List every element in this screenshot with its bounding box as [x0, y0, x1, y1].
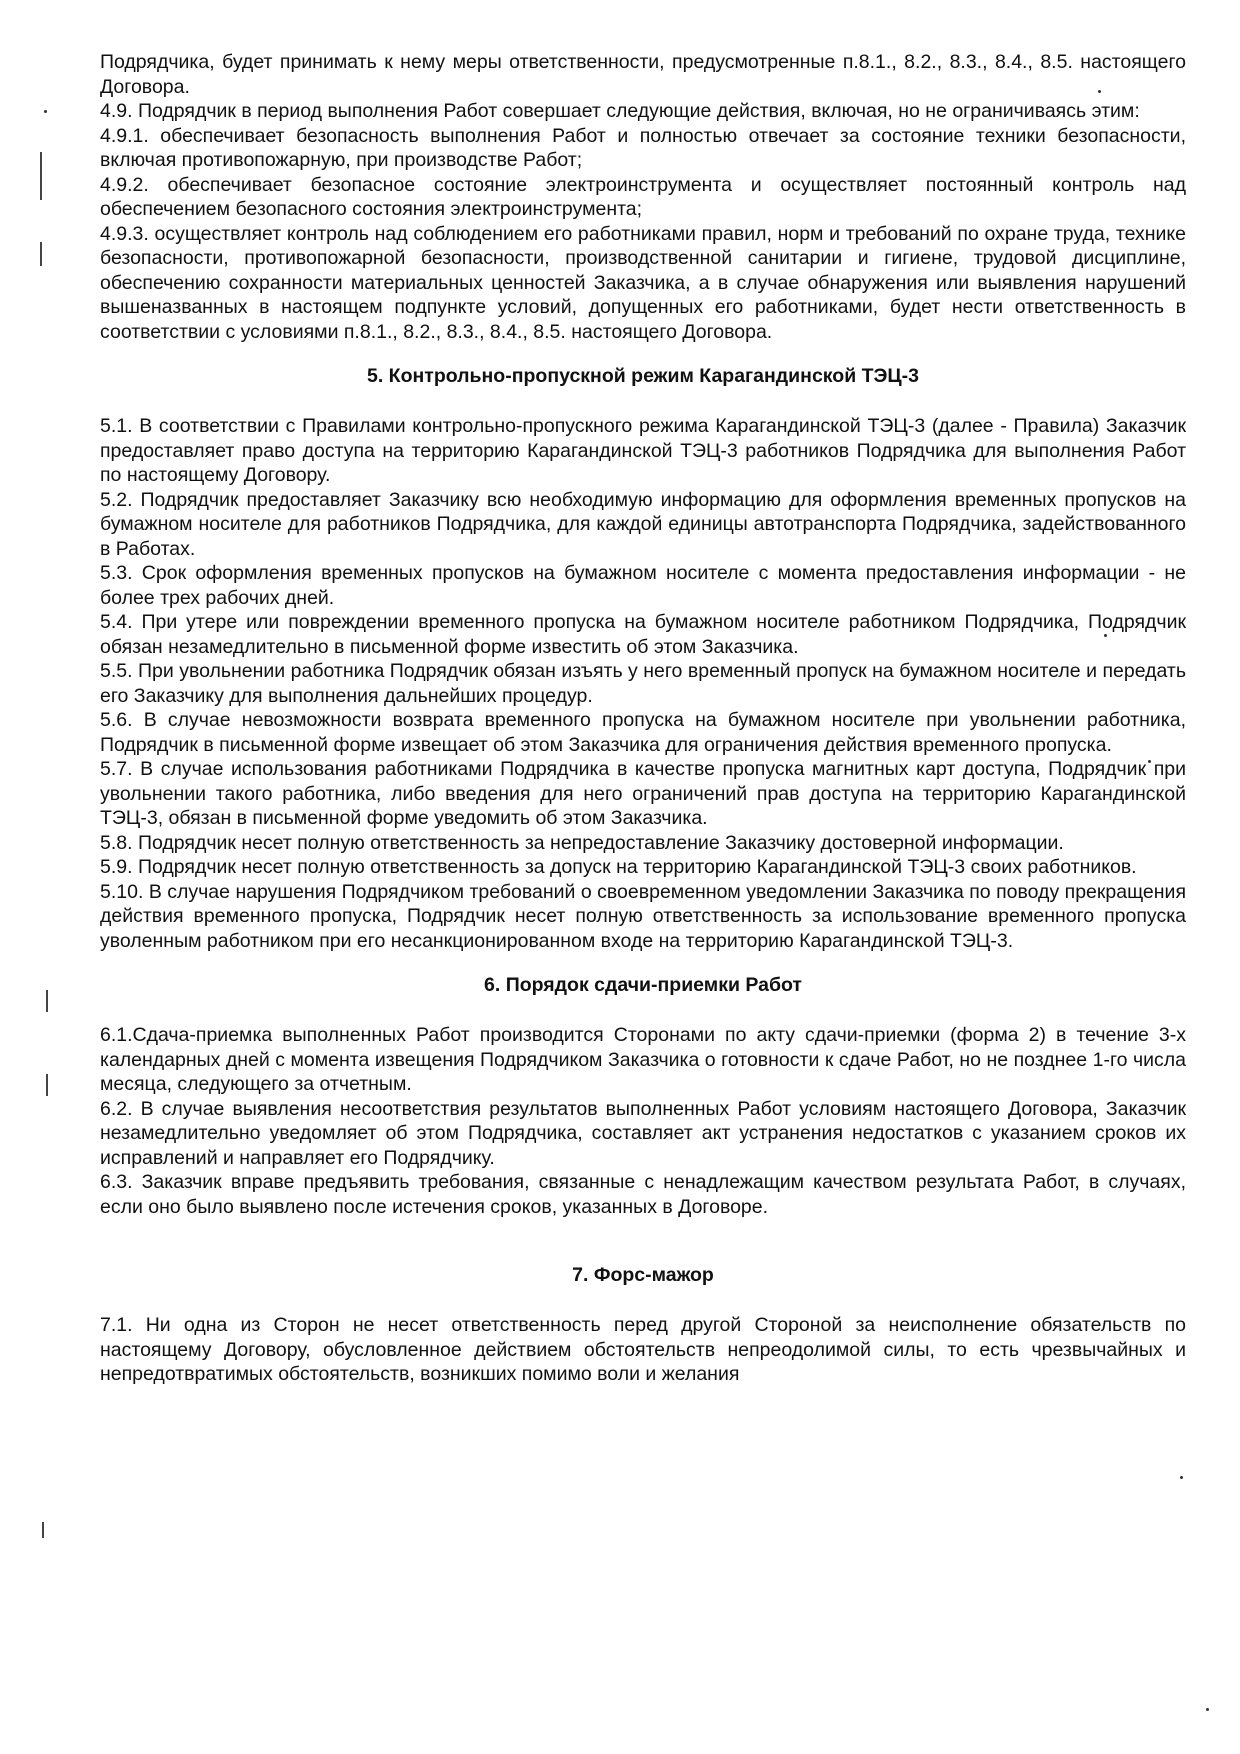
- section-7-heading: 7. Форс-мажор: [572, 1264, 714, 1286]
- paragraph-4-9: 4.9. Подрядчик в период выполнения Работ совершает следующие действия, включая, но не ограничиваясь этим:: [100, 100, 1140, 122]
- paragraph-5-2: 5.2. Подрядчик предоставляет Заказчику всю необходимую информацию для оформления временных пропусков на бумажном носителе для работников Подрядчика, для каждой единицы автотранспорта Подрядчика, задействованного в Работах.: [100, 488, 1186, 560]
- scan-margin-mark: [46, 1074, 48, 1096]
- section-7-body: [100, 1313, 1186, 1387]
- paragraph-4-9-2: 4.9.2. обеспечивает безопасное состояние электроинструмента и осуществляет постоянный контроль над обеспечением безопасного состояния электроинструмента;: [100, 173, 1186, 220]
- paragraph-5-1: 5.1. В соответствии с Правилами контрольно-пропускного режима Карагандинской ТЭЦ-3 (далее - Правила) Заказчик предоставляет право доступа на территорию Карагандинской ТЭЦ-3 работников Подрядчика для выполнения Работ по настоящему Договору.: [100, 415, 1186, 486]
- document-body: [100, 50, 1186, 1387]
- section-6-heading: 6. Порядок сдачи-приемки Работ: [484, 974, 802, 996]
- paragraph-5-9: 5.9. Подрядчик несет полную ответственность за допуск на территорию Карагандинской ТЭЦ-3 своих работников.: [100, 856, 1137, 878]
- paragraph-4-8-continued: Подрядчика, будет принимать к нему меры ответственности, предусмотренные п.8.1., 8.2., 8.3., 8.4., 8.5. настоящего Договора.: [100, 51, 1186, 98]
- scan-margin-mark: [42, 1522, 44, 1538]
- paragraph-5-5: 5.5. При увольнении работника Подрядчик обязан изъять у него временный пропуск на бумажном носителе и передать его Заказчику для выполнения дальнейших процедур.: [100, 660, 1186, 707]
- scan-speck: [1180, 1476, 1183, 1479]
- paragraph-6-2: 6.2. В случае выявления несоответствия результатов выполненных Работ условиям настоящего Договора, Заказчик незамедлительно уведомляет об этом Подрядчика, составляет акт устранения недостатков с указанием сроков их исправлений и направляет его Подрядчику.: [100, 1097, 1186, 1169]
- paragraph-5-7: 5.7. В случае использования работниками Подрядчика в качестве пропуска магнитных карт доступа, Подрядчик при увольнении такого работника, либо введения для него ограничений прав доступа на территорию Карагандинской ТЭЦ-3, обязан в письменной форме уведомить об этом Заказчика.: [100, 758, 1186, 829]
- scan-speck: [44, 110, 47, 113]
- scan-margin-mark: [46, 990, 48, 1012]
- paragraph-4-9-3: 4.9.3. осуществляет контроль над соблюдением его работниками правил, норм и требований по охране труда, технике безопасности, противопожарной безопасности, производственной санитарии и гигиене, трудовой дисциплине, обеспечению сохранности материальных ценностей Заказчика, а в случае обнаружения или выявления нарушений вышеназванных в настоящем подпункте условий, допущенных его работниками, будет нести ответственность в соответствии с условиями п.8.1., 8.2., 8.3., 8.4., 8.5. настоящего Договора.: [100, 222, 1186, 343]
- section-6-body: [100, 1023, 1186, 1219]
- paragraph-5-3: 5.3. Срок оформления временных пропусков на бумажном носителе с момента предоставления информации - не более трех рабочих дней.: [100, 562, 1186, 609]
- scan-margin-mark: [40, 152, 42, 200]
- paragraph-5-6: 5.6. В случае невозможности возврата временного пропуска на бумажном носителе при увольнении работника, Подрядчик в письменной форме извещает об этом Заказчика для ограничения действия временного пропуска.: [100, 709, 1186, 756]
- paragraph-5-8: 5.8. Подрядчик несет полную ответственность за непредоставление Заказчику достоверной информации.: [100, 831, 1064, 854]
- paragraph-6-1: 6.1.Сдача-приемка выполненных Работ производится Сторонами по акту сдачи-приемки (форма 2) в течение 3-х календарных дней с момента извещения Подрядчиком Заказчика о готовности к сдаче Работ, но не позднее 1-го числа месяца, следующего за отчетным.: [100, 1024, 1186, 1095]
- paragraph-7-1: 7.1. Ни одна из Сторон не несет ответственность перед другой Стороной за неисполнение обязательств по настоящему Договору, обусловленное действием обстоятельств непреодолимой силы, то есть чрезвычайных и непредотвратимых обстоятельств, возникших помимо воли и желания: [100, 1314, 1186, 1385]
- section-5-body: [100, 414, 1186, 953]
- paragraph-4-9-1: 4.9.1. обеспечивает безопасность выполнения Работ и полностью отвечает за состояние техники безопасности, включая противопожарную, при производстве Работ;: [100, 124, 1186, 171]
- paragraph-6-3: 6.3. Заказчик вправе предъявить требования, связанные с ненадлежащим качеством результата Работ, в случаях, если оно было выявлено после истечения сроков, указанных в Договоре.: [100, 1171, 1186, 1218]
- paragraph-5-10: 5.10. В случае нарушения Подрядчиком требований о своевременном уведомлении Заказчика по поводу прекращения действия временного пропуска, Подрядчик несет полную ответственность за использование временного пропуска уволенным работником при его несанкционированном входе на территорию Карагандинской ТЭЦ-3.: [100, 880, 1186, 952]
- scan-speck: [1206, 1708, 1209, 1711]
- section-5-heading: 5. Контрольно-пропускной режим Карагандинской ТЭЦ-3: [367, 365, 919, 387]
- scan-margin-mark: [40, 242, 42, 266]
- paragraph-5-4: 5.4. При утере или повреждении временного пропуска на бумажном носителе работником Подрядчика, Подрядчик обязан незамедлительно в письменной форме известить об этом Заказчика.: [100, 611, 1186, 658]
